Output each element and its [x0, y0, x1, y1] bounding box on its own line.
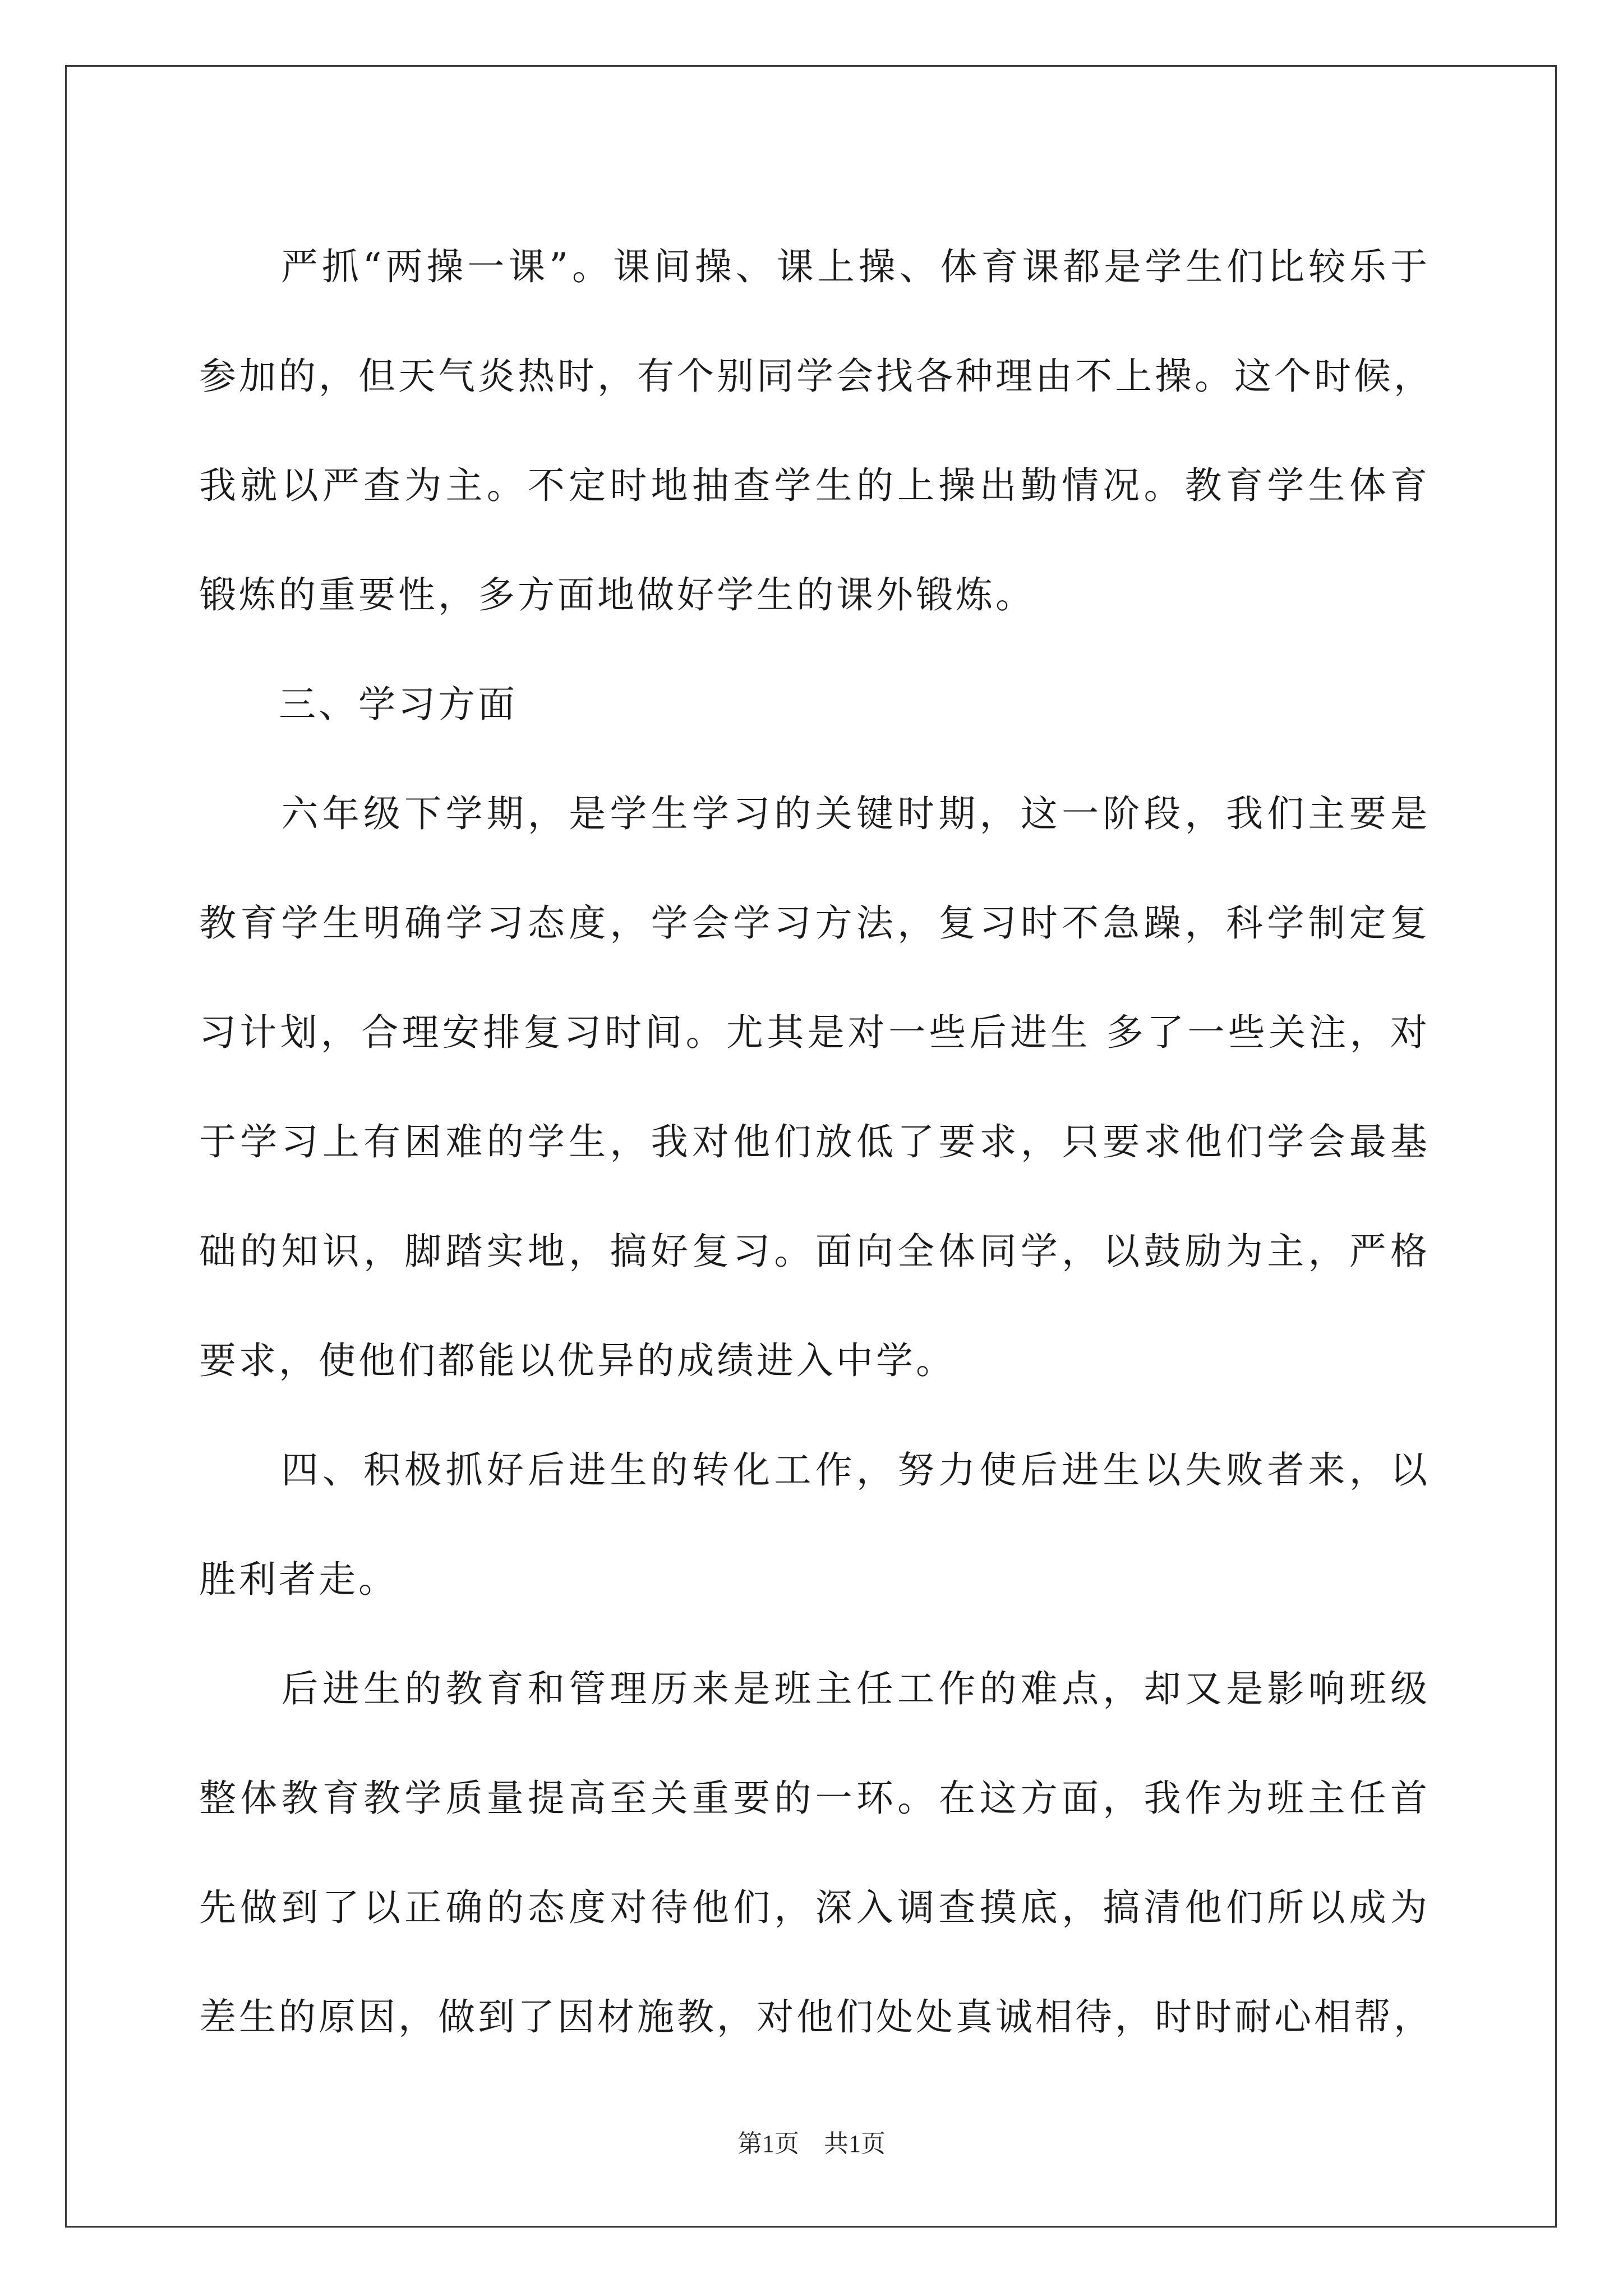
- text-line: 三、学习方面: [199, 683, 518, 726]
- text-line: 后进生的教育和管理历来是班主任工作的难点，却又是影响班级: [199, 1667, 1430, 1710]
- page-number-footer: 第1页 共1页: [737, 2130, 886, 2157]
- document-body: [199, 212, 1433, 2072]
- text-line: 于学习上有困难的学生，我对他们放低了要求，只要求他们学会最基: [199, 1120, 1430, 1163]
- text-line: 整体教育教学质量提高至关重要的一环。在这方面，我作为班主任首: [199, 1777, 1430, 1820]
- text-line: 差生的原因，做到了因材施教，对他们处处真诚相待，时时耐心相帮，: [199, 1995, 1433, 2039]
- text-line: 先做到了以正确的态度对待他们，深入调查摸底，搞清他们所以成为: [199, 1886, 1430, 1929]
- text-line: 参加的，但天气炎热时，有个别同学会找各种理由不上操。这个时候，: [199, 355, 1433, 398]
- text-line: 础的知识，脚踏实地，搞好复习。面向全体同学，以鼓励为主，严格: [199, 1230, 1430, 1273]
- text-line: 胜利者走。: [199, 1558, 398, 1601]
- text-line: 严抓“两操一课”。课间操、课上操、体育课都是学生们比较乐于: [199, 245, 1430, 288]
- text-line: 我就以严查为主。不定时地抽查学生的上操出勤情况。教育学生体育: [199, 464, 1430, 507]
- text-line: 六年级下学期，是学生学习的关键时期，这一阶段，我们主要是: [199, 792, 1430, 835]
- text-line: 要求，使他们都能以优异的成绩进入中学。: [199, 1339, 956, 1382]
- text-line: 四、积极抓好后进生的转化工作，努力使后进生以失败者来，以: [199, 1448, 1430, 1492]
- text-line: 习计划，合理安排复习时间。尤其是对一些后进生 多了一些关注，对: [199, 1011, 1430, 1054]
- text-line: 锻炼的重要性，多方面地做好学生的课外锻炼。: [199, 573, 1035, 616]
- text-line: 教育学生明确学习态度，学会学习方法，复习时不急躁，科学制定复: [199, 901, 1430, 945]
